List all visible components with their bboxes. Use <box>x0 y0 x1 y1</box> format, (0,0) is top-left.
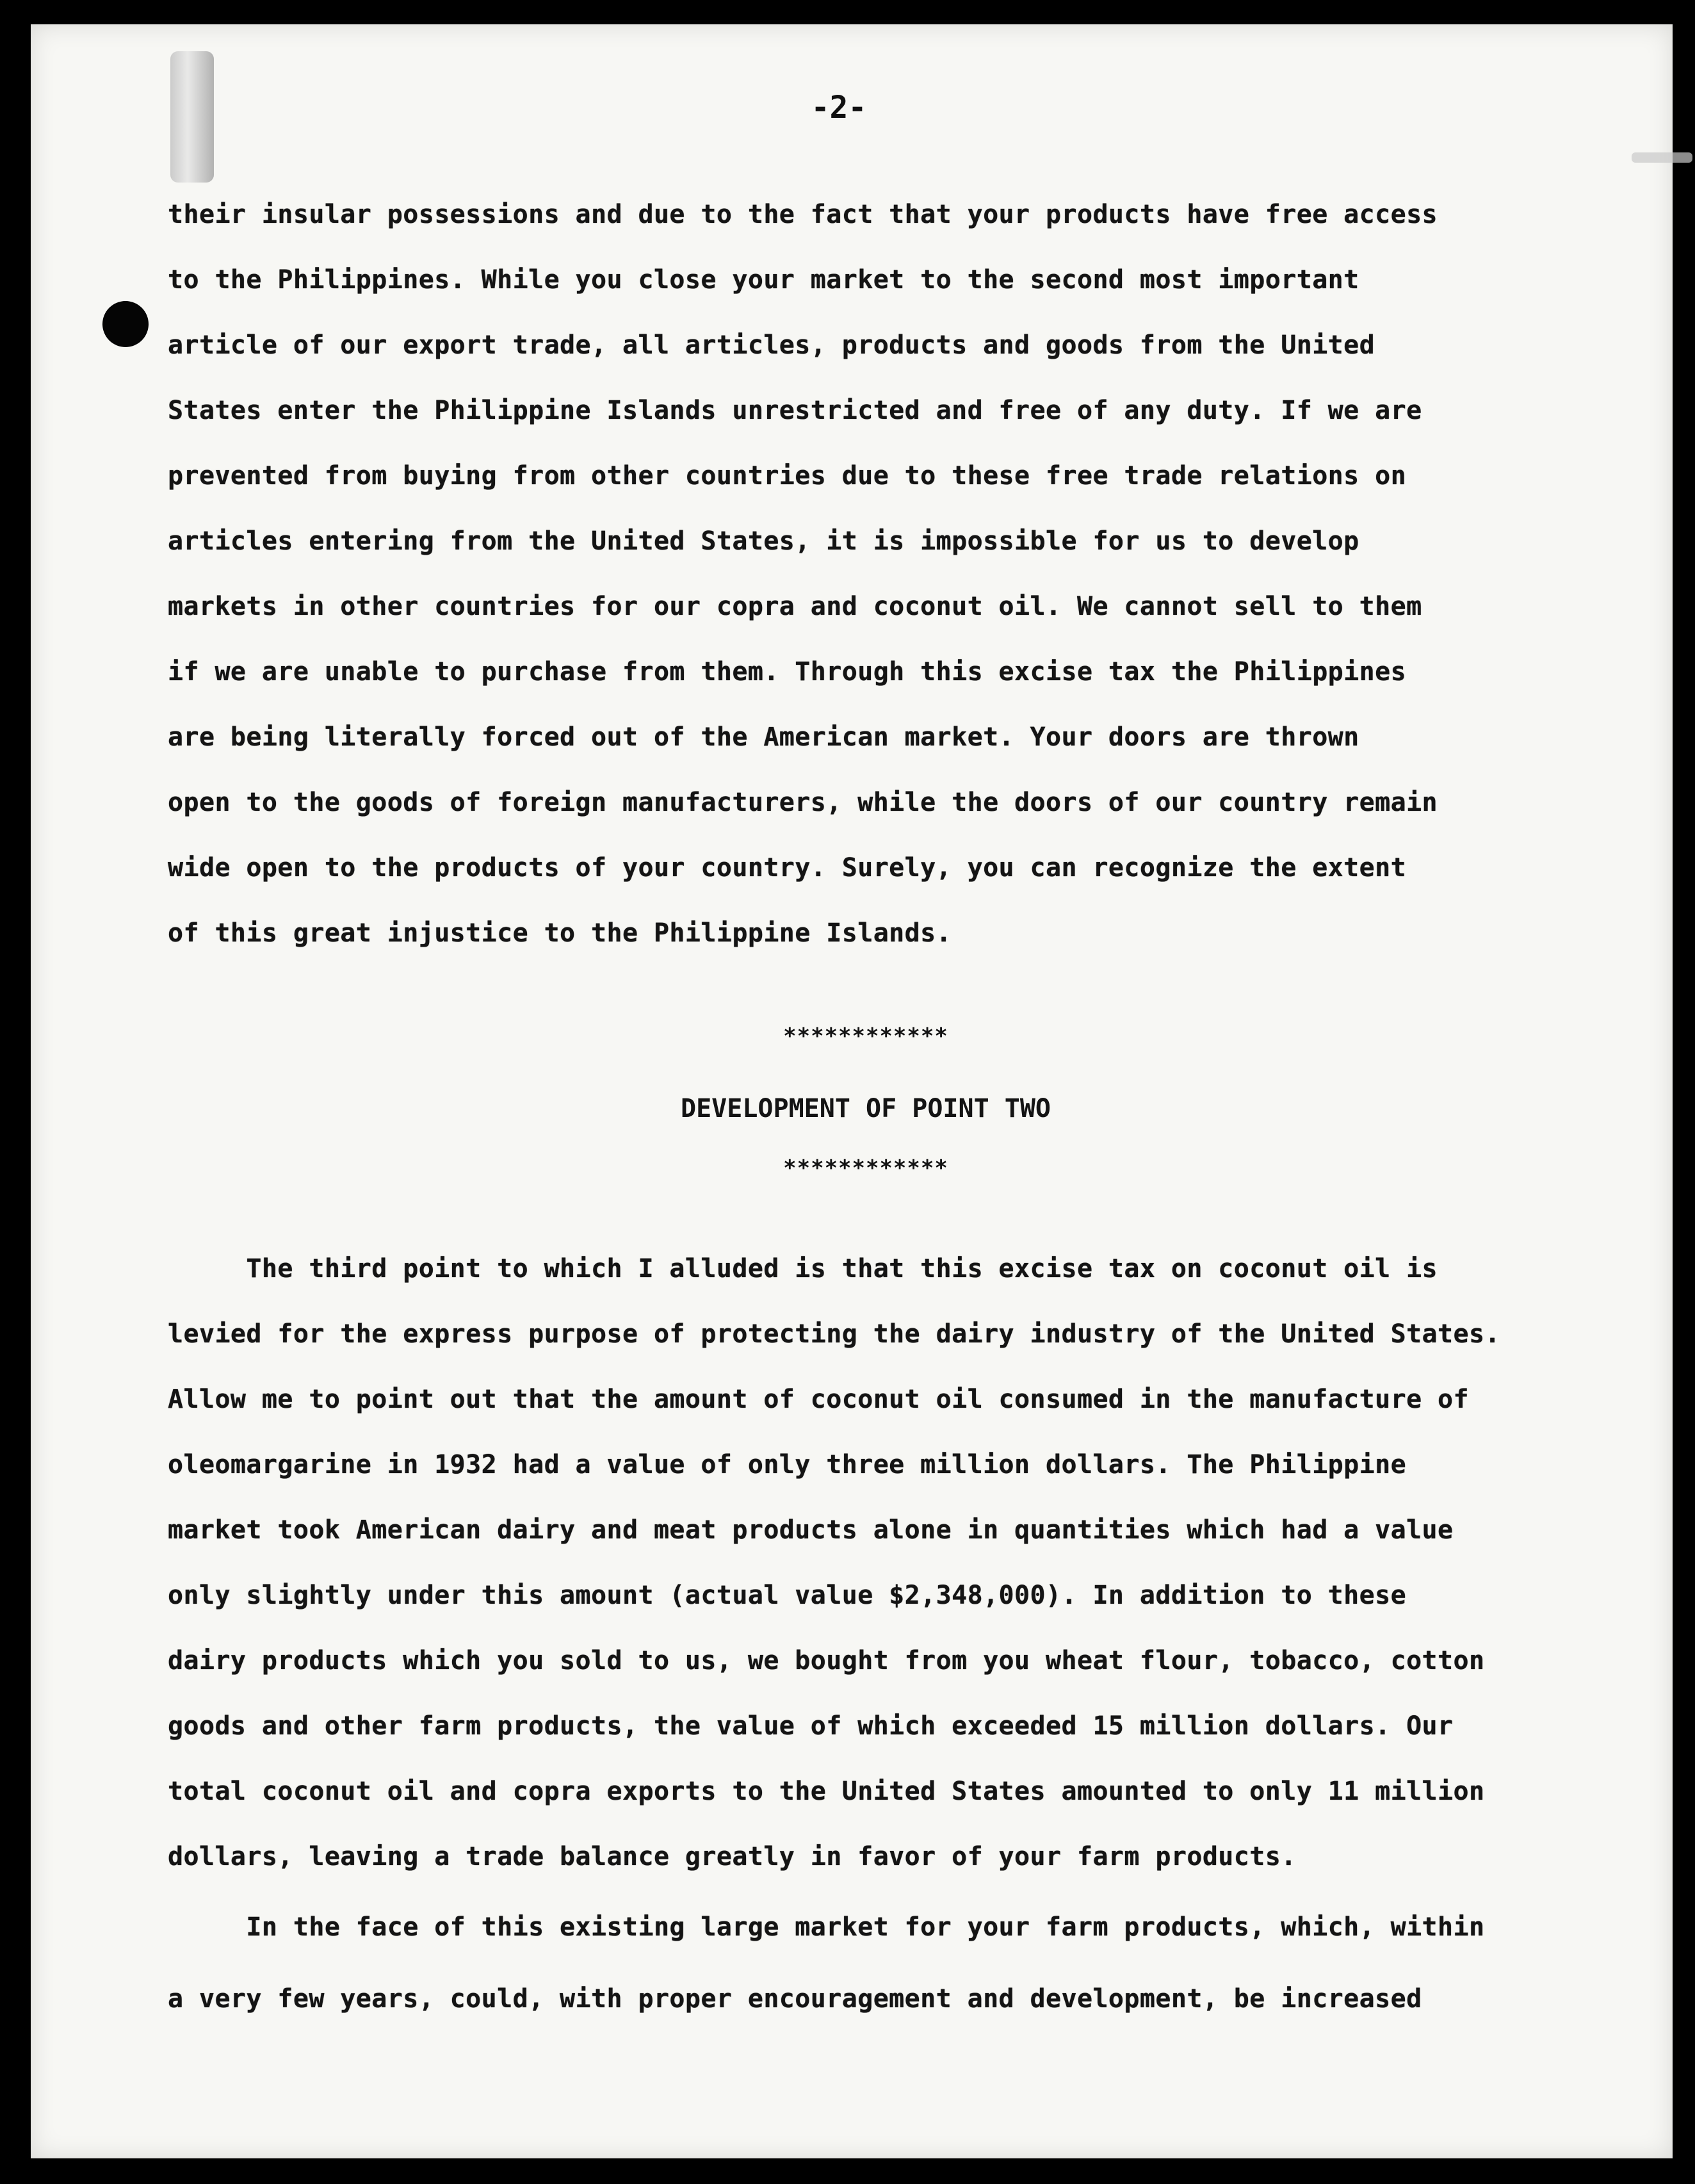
text-line: dairy products which you sold to us, we bought from you wheat flour, tobacco, cotton <box>168 1646 1485 1675</box>
text-line: total coconut oil and copra exports to the United States amounted to only 11 million <box>168 1777 1485 1806</box>
text-line: States enter the Philippine Islands unrestricted and free of any duty. If we are <box>168 396 1422 425</box>
text-line: dollars, leaving a trade balance greatly in favor of your farm products. <box>168 1842 1297 1871</box>
text-line: of this great injustice to the Philippine Islands. <box>168 918 952 948</box>
torn-corner-mark <box>170 51 214 183</box>
text-line: to the Philippines. While you close your market to the second most important <box>168 265 1359 295</box>
text-line: oleomargarine in 1932 had a value of only three million dollars. The Philippine <box>168 1450 1407 1479</box>
text-line: prevented from buying from other countries due to these free trade relations on <box>168 461 1407 491</box>
scan-smudge <box>1632 152 1692 163</box>
page-number: -2- <box>811 90 867 126</box>
section-heading: DEVELOPMENT OF POINT TWO <box>681 1094 1051 1123</box>
text-line: only slightly under this amount (actual value $2,348,000). In addition to these <box>168 1581 1407 1610</box>
text-line: articles entering from the United States, it is impossible for us to develop <box>168 526 1359 556</box>
text-line: The third point to which I alluded is that this excise tax on coconut oil is <box>168 1254 1438 1284</box>
text-line: their insular possessions and due to the fact that your products have free access <box>168 200 1438 229</box>
text-line: levied for the express purpose of protecting the dairy industry of the United States. <box>168 1319 1500 1349</box>
text-line: if we are unable to purchase from them. Through this excise tax the Philippines <box>168 657 1407 687</box>
divider-bottom: ************ <box>783 1155 948 1181</box>
punch-hole <box>102 301 149 347</box>
text-line: are being literally forced out of the American market. Your doors are thrown <box>168 722 1359 752</box>
text-line: markets in other countries for our copra and coconut oil. We cannot sell to them <box>168 592 1422 621</box>
text-line: market took American dairy and meat products alone in quantities which had a value <box>168 1515 1454 1545</box>
text-line: open to the goods of foreign manufacturers, while the doors of our country remain <box>168 788 1438 817</box>
text-line: Allow me to point out that the amount of coconut oil consumed in the manufacture of <box>168 1385 1470 1414</box>
text-line: goods and other farm products, the value of which exceeded 15 million dollars. Our <box>168 1711 1454 1741</box>
text-line: article of our export trade, all articles, products and goods from the United <box>168 330 1375 360</box>
divider-top: ************ <box>783 1023 948 1049</box>
text-line: a very few years, could, with proper encouragement and development, be increased <box>168 1984 1422 2014</box>
text-line: wide open to the products of your country. Surely, you can recognize the extent <box>168 853 1407 883</box>
text-line: In the face of this existing large market for your farm products, which, within <box>168 1912 1485 1942</box>
